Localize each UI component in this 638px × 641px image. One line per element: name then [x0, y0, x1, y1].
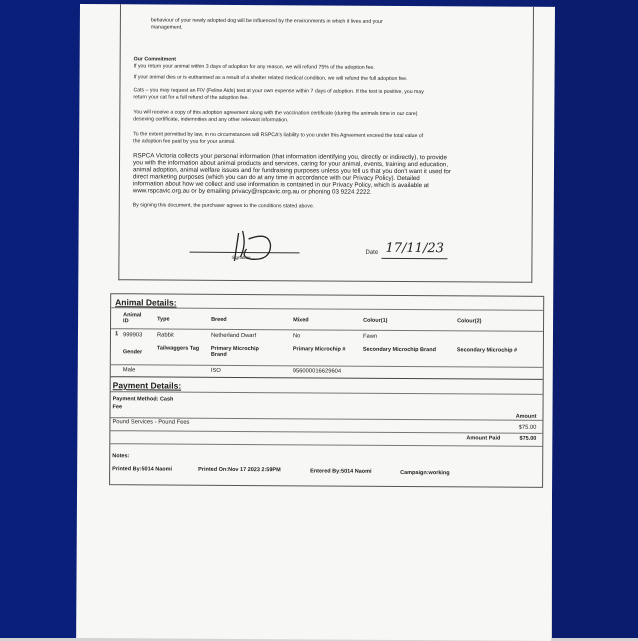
divider [111, 307, 543, 311]
signature-caption: Signature [231, 254, 251, 261]
details-box [109, 293, 544, 488]
divider [110, 443, 542, 447]
chip-number-value: 956000016629604 [292, 368, 342, 375]
copy-text-1: You will receive a copy of this adoption agreement along with the vaccination certificate (during the animals time in our care) [133, 109, 418, 118]
animal-colour1-value: Fawn [362, 333, 378, 340]
background-left [0, 0, 80, 638]
header-gender: Gender [122, 349, 143, 356]
privacy-line-4: direct marketing purposes (which you can do at any time in accordance with our Privacy Policy). Detailed [132, 173, 420, 183]
chip-brand-value: ISO [210, 367, 221, 374]
divider [111, 328, 543, 332]
document-paper [76, 4, 555, 641]
commitment-heading: Our Commitment [133, 56, 177, 63]
notes-label: Notes: [112, 453, 130, 460]
liability-text-2: the adoption fee paid by you for your animal. [133, 138, 236, 145]
divider [111, 364, 543, 368]
background-right [552, 0, 638, 638]
signing-statement: By signing this document, the purchaser agrees to the conditions stated above. [132, 202, 315, 210]
printed-by: Printed By:5014 Naomi [112, 466, 173, 473]
amount-label: Amount [515, 413, 537, 420]
header-animal-id: Animal ID [123, 312, 142, 325]
liability-text-1: To the extent permitted by law, in no circumstances will RSPCA's liability to you under this Agreement exceed the total value of [133, 131, 424, 140]
privacy-line-5: information about how we collect and use information is contained in our Privacy Policy, which is available at [132, 180, 429, 190]
header-primary-brand: Primary Microchip Brand [210, 345, 259, 359]
agreement-section [118, 4, 534, 283]
divider [111, 376, 543, 380]
payment-details-title: Payment Details: [112, 380, 182, 391]
date-label: Date [365, 249, 379, 256]
fee-item-amount: $75.00 [518, 424, 537, 431]
campaign: Campaign:working [400, 469, 450, 477]
animal-mixed-value: No [292, 333, 301, 340]
privacy-line-3: animal adoption, animal welfare issues and for fundraising purposes unless you tell us that you don't want it used for [132, 166, 451, 176]
date-value: 17/11/23 [385, 240, 444, 257]
header-secondary-brand: Secondary Microchip Brand [362, 346, 436, 354]
header-type: Type [157, 316, 170, 323]
animal-id-value: 999903 [122, 332, 143, 339]
commitment-fiv-1: Cats – you may request an FIV (Feline Aids) test at your own expense within 7 days of adoption. If the test is positive, you may [133, 87, 424, 96]
commitment-refund-full: If your animal dies or is euthanised as a result of a shelter related medical condition, we will refund the full adoption fee. [133, 74, 408, 83]
header-colour1: Colour(1) [363, 317, 388, 324]
copy-text-2: desexing certificate, indemnities and any other relevant information. [133, 116, 289, 124]
intro-text-1: behaviour of your newly adopted dog will be influenced by the environments in which it lives and your [150, 17, 383, 25]
commitment-refund-75: If you return your animal within 3 days of adoption for any reason, we will refund 75% of the adoption fee. [133, 63, 375, 71]
privacy-line-2: you with the information about animal products and services, caring for your animal, events, training and education, [133, 159, 449, 169]
date-line [381, 258, 447, 259]
privacy-line-6: www.rspcavic.org.au or by emailing privacy@rspcavic.org.au or phoning 03 9224 2222. [132, 187, 372, 196]
divider [111, 391, 543, 395]
animal-details-title: Animal Details: [115, 297, 177, 308]
entered-by: Entered By:5014 Naomi [310, 468, 372, 475]
header-secondary-number: Secondary Microchip # [456, 347, 518, 354]
divider [110, 430, 542, 434]
animal-type-value: Rabbit [156, 332, 174, 339]
header-mixed: Mixed [293, 317, 309, 324]
row-number: 1 [114, 331, 119, 338]
header-tailwaggers: Tailwaggers Tag [156, 345, 200, 352]
amount-paid-label: Amount Paid [466, 435, 501, 442]
header-colour2: Colour(2) [457, 318, 482, 325]
gender-value: Male [122, 367, 136, 374]
intro-text-2: management. [150, 24, 183, 31]
privacy-line-1: RSPCA Victoria collects your personal information (that information identifying you, directly or indirectly), to provide [133, 152, 447, 162]
printed-on: Printed On:Nov 17 2023 2:59PM [198, 466, 281, 474]
header-breed: Breed [211, 316, 227, 323]
header-primary-number: Primary Microchip # [292, 346, 346, 353]
amount-paid-value: $75.00 [519, 435, 537, 442]
fee-item: Pound Services - Pound Fees [112, 419, 190, 426]
animal-breed-value: Netherland Dwarf [210, 332, 257, 340]
commitment-fiv-2: return your cat for a full refund of the adoption fee. [133, 94, 249, 102]
payment-method: Payment Method: Cash [112, 396, 174, 403]
fee-label: Fee [112, 404, 123, 411]
